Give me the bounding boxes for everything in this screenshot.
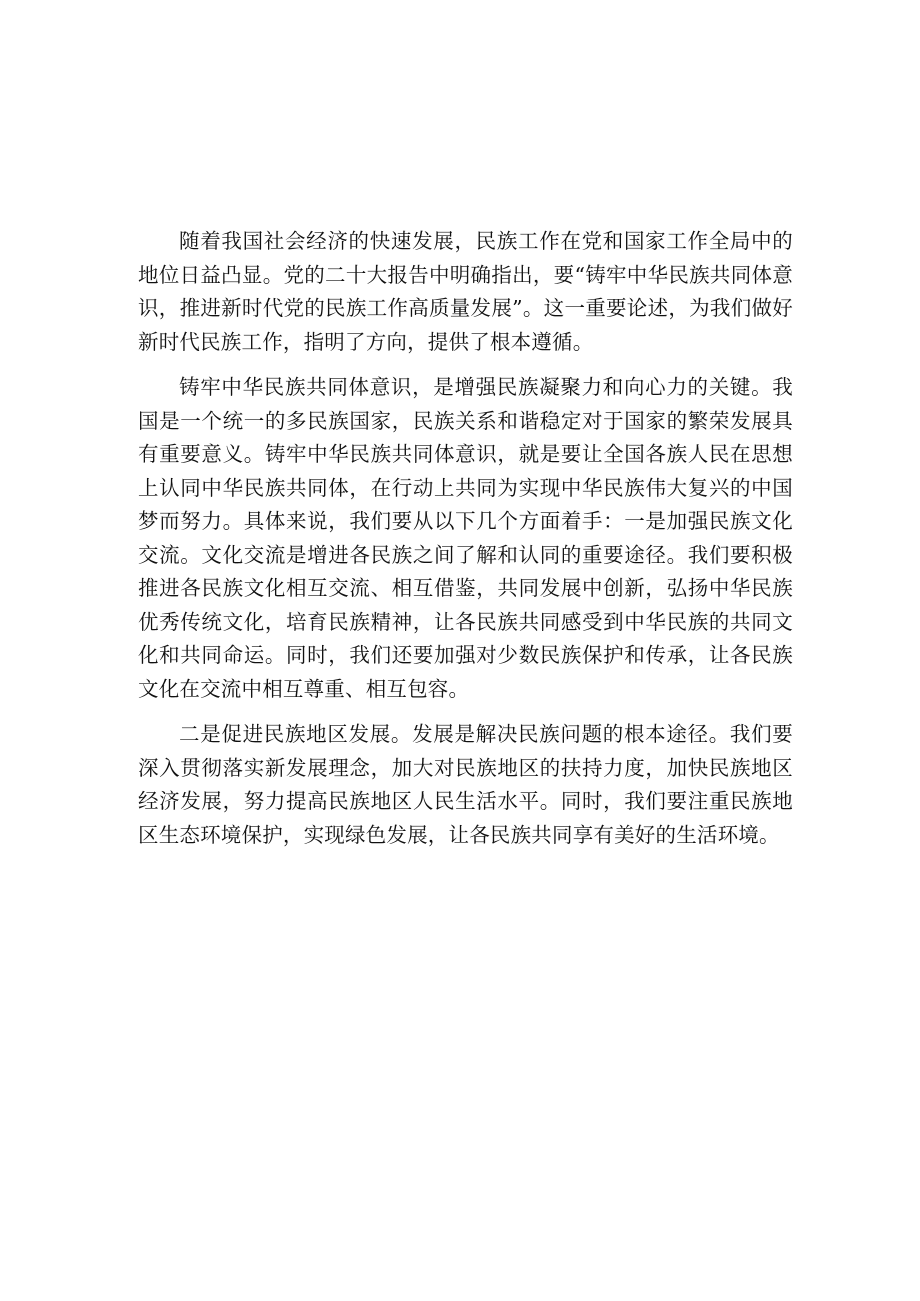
paragraph-3: 二是促进民族地区发展。发展是解决民族问题的根本途径。我们要深入贯彻落实新发展理念，加大对民族地区的扶持力度，加快民族地区经济发展，努力提高民族地区人民生活水平。同时，我们要注重民族地区生态环境保护，实现绿色发展，让各民族共同享有美好的生活环境。 (138, 722, 793, 847)
paragraph-2: 铸牢中华民族共同体意识，是增强民族凝聚力和向心力的关键。我国是一个统一的多民族国家，民族关系和谐稳定对于国家的繁荣发展具有重要意义。铸牢中华民族共同体意识，就是要让全国各族人民在思想上认同中华民族共同体，在行动上共同为实现中华民族伟大复兴的中国梦而努力。具体来说，我们要从以下几个方面着手：一是加强民族文化交流。文化交流是增进各民族之间了解和认同的重要途径。我们要积极推进各民族文化相互交流、相互借鉴，共同发展中创新，弘扬中华民族优秀传统文化，培育民族精神，让各民族共同感受到中华民族的共同文化和共同命运。同时，我们还要加强对少数民族保护和传承，让各民族文化在交流中相互尊重、相互包容。 (138, 375, 793, 701)
paragraph-1: 随着我国社会经济的快速发展，民族工作在党和国家工作全局中的地位日益凸显。党的二十大报告中明确指出，要“铸牢中华民族共同体意识，推进新时代党的民族工作高质量发展”。这一重要论述，为我们做好新时代民族工作，指明了方向，提供了根本遵循。 (138, 229, 793, 354)
document-body (138, 225, 793, 852)
